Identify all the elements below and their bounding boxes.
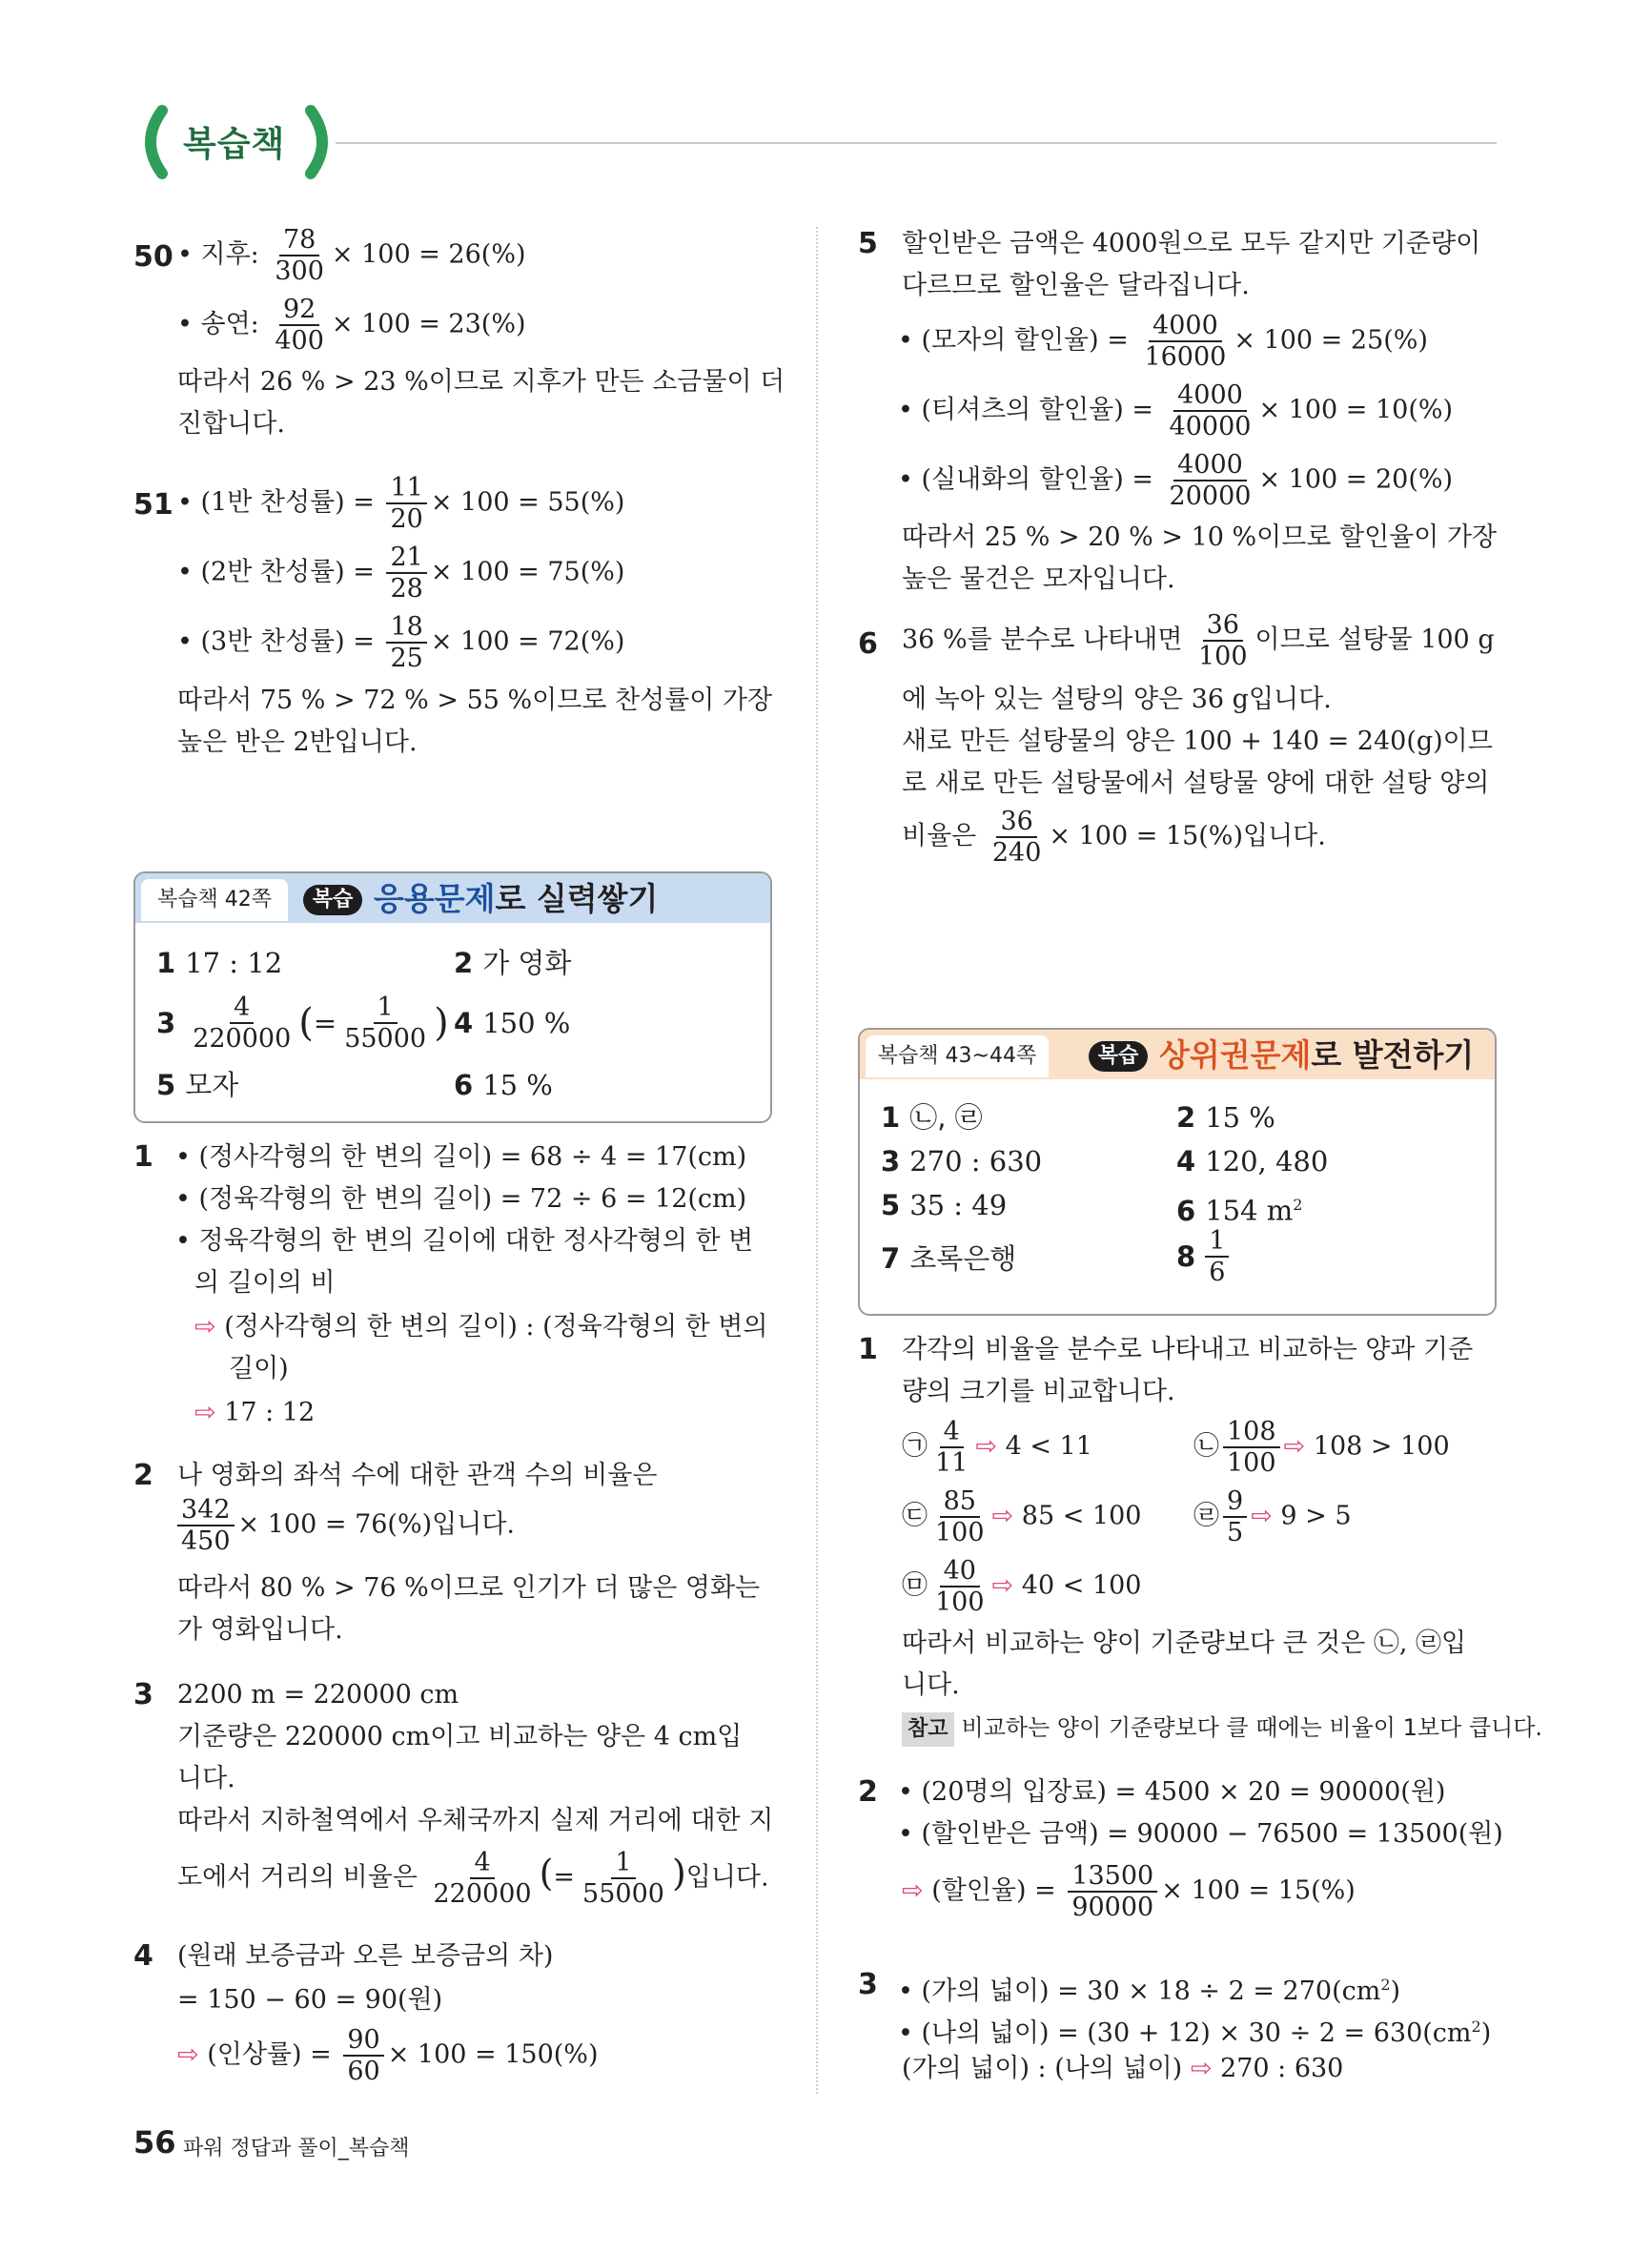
text-line: 따라서 80 % > 76 %이므로 인기가 더 많은 영화는 [177, 1573, 761, 1603]
text-line: 비율은 $\frac{36}{240}$ × 100 = 15(%)입니다. [902, 807, 1326, 868]
review-badge: 복습 [303, 885, 362, 915]
note-tag: 참고 [902, 1712, 954, 1747]
text-line: • 정육각형의 한 변의 길이에 대한 정사각형의 한 변 [175, 1226, 754, 1256]
fraction: $\frac{1}{6}$ [1205, 1226, 1229, 1287]
fraction: $\frac{40}{100}$ [935, 1556, 985, 1617]
column-divider [816, 227, 818, 2094]
comparison-item: ㉠ $\frac{4}{11}$ ⇨ 4 < 11 [902, 1417, 1092, 1478]
text-line: 진합니다. [177, 409, 285, 439]
page-number: 56 [133, 2124, 176, 2161]
text-line: • (정사각형의 한 변의 길이) = 68 ÷ 4 = 17(cm) [175, 1142, 747, 1172]
fraction: $\frac{4000}{20000}$ [1169, 450, 1252, 511]
problem-number: 2 [133, 1459, 153, 1492]
text-line: 새로 만든 설탕물의 양은 100 + 140 = 240(g)이므 [902, 727, 1493, 756]
text-line: • (실내화의 할인율) = $\frac{4000}{20000}$ × 100 = 20(%) [898, 450, 1454, 511]
section-title: 복습책 [183, 125, 286, 164]
text-line: 따라서 26 % > 23 %이므로 지후가 만든 소금물이 더 [177, 367, 785, 397]
arrow-icon: ⇨ [902, 1875, 924, 1906]
text-line: • (20명의 입장료) = 4500 × 20 = 90000(원) [898, 1777, 1446, 1807]
text-line: 도에서 거리의 비율은 $\frac{4}{220000}$ (= $\frac{1}{55000}$ )입니다. [177, 1848, 769, 1909]
text-line: • (모자의 할인율) = $\frac{4000}{16000}$ × 100 = 25(%) [898, 311, 1428, 372]
text-line: (원래 보증금과 오른 보증금의 차) [177, 1941, 554, 1971]
problem-number: 3 [133, 1678, 153, 1711]
fraction: $\frac{78}{300}$ [275, 225, 324, 286]
text-line: • (정육각형의 한 변의 길이) = 72 ÷ 6 = 12(cm) [175, 1184, 747, 1214]
text-line: • 송연: $\frac{92}{400}$ × 100 = 23(%) [177, 295, 526, 356]
text-line: 나 영화의 좌석 수에 대한 관객 수의 비율은 [177, 1461, 658, 1490]
text-line: • (가의 넓이) = $30 \times 18 \div 2 = 270(cm^2)$ [898, 1976, 1401, 2006]
text-line: ⇨ 17 : 12 [194, 1398, 316, 1427]
text-line: 할인받은 금액은 4000원으로 모두 같지만 기준량이 [902, 229, 1481, 258]
text-line: = 150 − 60 = 90(원) [177, 1985, 443, 2015]
fraction: $\frac{4}{11}$ [935, 1417, 969, 1478]
answer-box-advanced [858, 1028, 1497, 1316]
fraction: $\frac{13500}{90000}$ [1068, 1861, 1157, 1922]
answer-item: 6 15 % [454, 1069, 553, 1101]
page-tab: 복습책 42쪽 [141, 879, 288, 921]
fraction: $\frac{1}{55000}$ [344, 993, 427, 1054]
problem-number: 6 [858, 627, 878, 661]
answer-item: 7 초록은행 [881, 1242, 1017, 1275]
fraction: $\frac{108}{100}$ [1223, 1417, 1280, 1478]
text-line: 량의 크기를 비교합니다. [902, 1377, 1175, 1406]
fraction: $\frac{21}{28}$ [386, 543, 426, 604]
problem-number: 5 [858, 227, 878, 260]
arrow-icon: ⇨ [1283, 1431, 1306, 1462]
header-rule [336, 142, 1497, 144]
answer-item: 1 ㉡, ㉣ [881, 1101, 983, 1134]
answer-item: 8 $\frac{1}{6}$ [1176, 1226, 1233, 1287]
arrow-icon: ⇨ [991, 1501, 1014, 1531]
answer-item: 6 154 $m^2$ [1176, 1194, 1303, 1227]
text-line: 다르므로 할인율은 달라집니다. [902, 271, 1250, 300]
text-line: • 지후: $\frac{78}{300}$ × 100 = 26(%) [177, 225, 526, 286]
fraction: $\frac{85}{100}$ [935, 1486, 985, 1547]
arrow-icon: ⇨ [177, 2039, 199, 2070]
text-line: 따라서 지하철역에서 우체국까지 실제 거리에 대한 지 [177, 1806, 774, 1835]
text-line: 길이) [229, 1354, 289, 1383]
fraction: $\frac{4000}{16000}$ [1144, 311, 1227, 372]
text-line: 높은 물건은 모자입니다. [902, 564, 1175, 594]
fraction: $\frac{36}{240}$ [991, 807, 1042, 868]
arrow-icon: ⇨ [1190, 2054, 1213, 2083]
answer-item: 2 15 % [1176, 1101, 1275, 1134]
fraction: $\frac{1}{55000}$ [582, 1848, 664, 1909]
text-line: • (1반 찬성률) = $\frac{11}{20}$ × 100 = 55(%) [177, 473, 625, 534]
text-line: 36 %를 분수로 나타내면 $\frac{36}{100}$ 이므로 설탕물 100 g [902, 610, 1495, 671]
text-line: ⇨ (인상률) = $\frac{90}{60}$ × 100 = 150(%) [177, 2025, 599, 2086]
problem-number: 2 [858, 1775, 878, 1809]
answer-item: 5 모자 [156, 1069, 239, 1101]
text-line: $\frac{342}{450}$ × 100 = 76(%)입니다. [177, 1495, 515, 1556]
comparison-item: ㉤ $\frac{40}{100}$ ⇨ 40 < 100 [902, 1556, 1142, 1617]
comparison-item: ㉣ $\frac{9}{5}$ ⇨ 9 > 5 [1193, 1486, 1352, 1547]
fraction: $\frac{90}{60}$ [343, 2025, 383, 2086]
note: 참고 비교하는 양이 기준량보다 클 때에는 비율이 1보다 큽니다. [902, 1710, 1542, 1747]
arrow-icon: ⇨ [194, 1312, 216, 1342]
problem-number: 50 [133, 240, 173, 274]
text-line: 에 녹아 있는 설탕의 양은 36 g입니다. [902, 685, 1332, 714]
text-line: 가 영화입니다. [177, 1615, 343, 1645]
answer-item: 5 35 : 49 [881, 1189, 1008, 1221]
fraction: $\frac{4}{220000}$ [433, 1848, 532, 1909]
text-line: 기준량은 220000 cm이고 비교하는 양은 4 cm입 [177, 1722, 743, 1751]
fraction: $\frac{342}{450}$ [177, 1495, 235, 1556]
arrow-icon: ⇨ [194, 1398, 216, 1427]
page-tab: 복습책 43~44쪽 [866, 1035, 1049, 1077]
comparison-item: ㉡ $\frac{108}{100}$ ⇨ 108 > 100 [1193, 1417, 1450, 1478]
fraction: $\frac{4000}{40000}$ [1169, 380, 1252, 441]
review-badge: 복습 [1089, 1041, 1148, 1072]
text-line: ⇨ (할인율) = $\frac{13500}{90000}$ × 100 = 15(%) [902, 1861, 1356, 1922]
text-line: • (2반 찬성률) = $\frac{21}{28}$ × 100 = 75(%) [177, 543, 625, 604]
answer-item: 1 17 : 12 [156, 947, 283, 979]
fraction: $\frac{36}{100}$ [1198, 610, 1248, 671]
text-line: 로 새로 만든 설탕물에서 설탕물 양에 대한 설탕 양의 [902, 768, 1490, 798]
text-line: 높은 반은 2반입니다. [177, 727, 418, 757]
answer-item: 3 270 : 630 [881, 1145, 1043, 1178]
answer-box-applied [133, 871, 772, 1123]
problem-number: 1 [858, 1333, 878, 1366]
problem-number: 1 [133, 1140, 153, 1174]
text-line: • (할인받은 금액) = 90000 − 76500 = 13500(원) [898, 1819, 1503, 1849]
text-line: 의 길이의 비 [194, 1268, 336, 1298]
answer-item: 2 가 영화 [454, 947, 572, 979]
comparison-item: ㉢ $\frac{85}{100}$ ⇨ 85 < 100 [902, 1486, 1142, 1547]
answer-item: 3 $\frac{4}{220000}$ ( = $\frac{1}{55000}$ ) [156, 993, 449, 1054]
answer-item: 4 120, 480 [1176, 1145, 1329, 1178]
answer-item: 4 150 % [454, 1007, 571, 1039]
problem-number: 4 [133, 1939, 153, 1973]
box-title: 상위권문제로 발전하기 [1159, 1036, 1475, 1074]
fraction: $\frac{92}{400}$ [275, 295, 324, 356]
text-line: 따라서 75 % > 72 % > 55 %이므로 찬성률이 가장 [177, 686, 773, 715]
text-line: 니다. [177, 1764, 235, 1793]
text-line: 2200 m = 220000 cm [177, 1680, 459, 1710]
text-line: • (나의 넓이) = $(30 + 12) \times 30 \div 2 = 630(cm^2)$ [898, 2017, 1492, 2048]
text-line: 니다. [902, 1670, 960, 1700]
box-title: 응용문제로 실력쌓기 [374, 880, 659, 917]
arrow-icon: ⇨ [1251, 1501, 1273, 1531]
arrow-icon: ⇨ [991, 1570, 1014, 1601]
arrow-icon: ⇨ [975, 1431, 997, 1462]
problem-number: 3 [858, 1968, 878, 2001]
text-line: 각각의 비율을 분수로 나타내고 비교하는 양과 기준 [902, 1335, 1474, 1364]
problem-number: 51 [133, 488, 173, 522]
text-line: • (티셔츠의 할인율) = $\frac{4000}{40000}$ × 100 = 10(%) [898, 380, 1454, 441]
text-line: 따라서 25 % > 20 % > 10 %이므로 할인율이 가장 [902, 522, 1498, 552]
text-line: • (3반 찬성률) = $\frac{18}{25}$ × 100 = 72(%) [177, 612, 625, 673]
fraction: $\frac{18}{25}$ [386, 612, 426, 673]
footer-text: 파워 정답과 풀이_복습책 [183, 2137, 410, 2161]
text-line: (가의 넓이) : (나의 넓이) ⇨ 270 : 630 [902, 2054, 1344, 2083]
text-line: ⇨ (정사각형의 한 변의 길이) : (정육각형의 한 변의 [194, 1312, 768, 1342]
fraction: $\frac{11}{20}$ [386, 473, 426, 534]
fraction: $\frac{4}{220000}$ [193, 993, 292, 1054]
text-line: 따라서 비교하는 양이 기준량보다 큰 것은 ㉡, ㉣입 [902, 1628, 1467, 1658]
fraction: $\frac{9}{5}$ [1223, 1486, 1247, 1547]
